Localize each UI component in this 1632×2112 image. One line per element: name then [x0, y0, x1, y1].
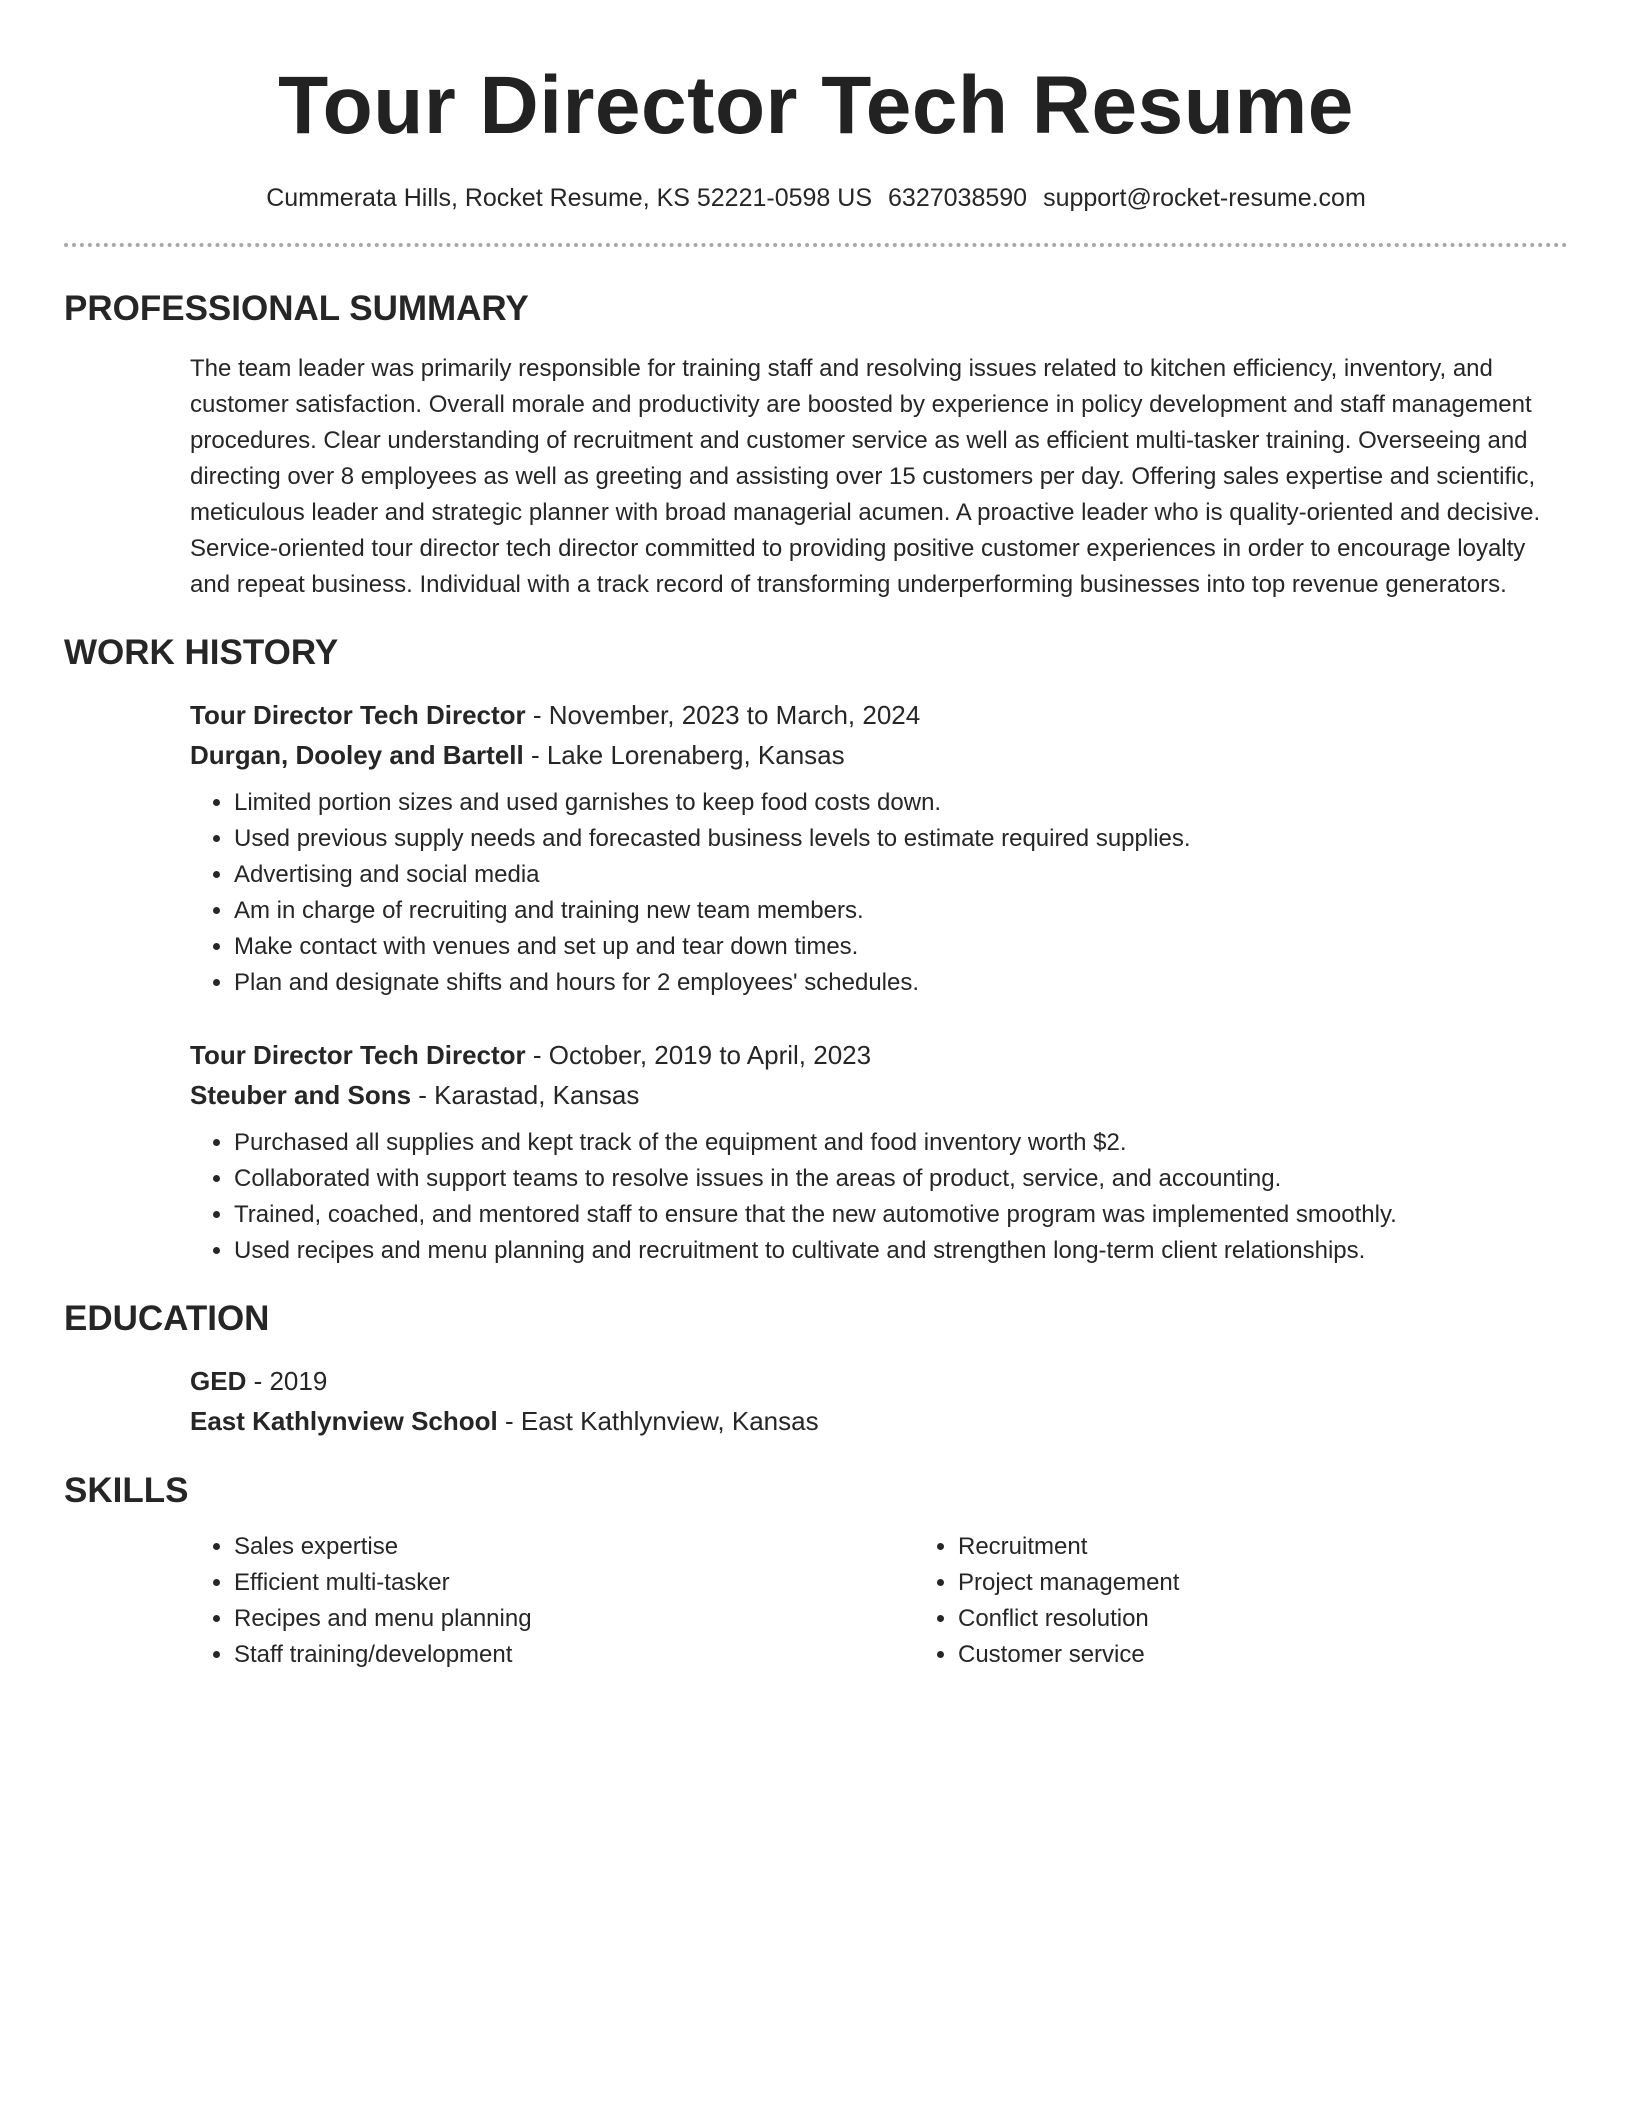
job-location: - Karastad, Kansas: [411, 1080, 640, 1110]
skill-item: • Efficient multi-tasker: [234, 1565, 914, 1601]
job-title-line: [190, 695, 1568, 735]
list-item: • Trained, coached, and mentored staff to ensure that the new automotive program was implemented smoothly.: [234, 1197, 1568, 1233]
skills-list-right: [914, 1529, 1179, 1673]
education-section: [64, 1297, 1568, 1441]
job-role: Tour Director Tech Director: [190, 1040, 526, 1070]
job-location: - Lake Lorenaberg, Kansas: [523, 740, 845, 770]
job-role: Tour Director Tech Director: [190, 700, 526, 730]
page-title: Tour Director Tech Resume: [278, 60, 1354, 151]
job-company-line: [190, 735, 1568, 775]
section-title-summary: PROFESSIONAL SUMMARY: [64, 289, 529, 328]
job-dates: - October, 2019 to April, 2023: [525, 1040, 872, 1070]
list-item: • Plan and designate shifts and hours for 2 employees' schedules.: [234, 965, 1568, 1001]
degree-line: [190, 1361, 1568, 1401]
skill-item: • Sales expertise: [234, 1529, 914, 1565]
list-item: • Collaborated with support teams to resolve issues in the areas of product, service, and accounting.: [234, 1161, 1568, 1197]
list-item: • Am in charge of recruiting and training new team members.: [234, 893, 1568, 929]
school-line: [190, 1401, 1568, 1441]
graduation-year: - 2019: [246, 1366, 328, 1396]
phone: 6327038590: [888, 184, 1028, 212]
work-history-section: [64, 631, 1568, 1269]
list-item: • Used recipes and menu planning and recruitment to cultivate and strengthen long-term client relationships.: [234, 1233, 1568, 1269]
school-name: East Kathlynview School: [190, 1406, 498, 1436]
skills-list-left: [190, 1529, 914, 1673]
professional-summary-section: [64, 287, 1568, 603]
skills-section: [64, 1469, 1568, 1673]
job-company: Durgan, Dooley and Bartell: [190, 740, 524, 770]
section-title-skills: SKILLS: [64, 1471, 189, 1510]
list-item: • Purchased all supplies and kept track of the equipment and food inventory worth $2.: [234, 1125, 1568, 1161]
section-title-work: WORK HISTORY: [64, 633, 339, 672]
job-company-line: [190, 1075, 1568, 1115]
skill-item: • Conflict resolution: [958, 1601, 1179, 1637]
list-item: • Limited portion sizes and used garnishes to keep food costs down.: [234, 785, 1568, 821]
skill-item: • Recruitment: [958, 1529, 1179, 1565]
skill-item: • Customer service: [958, 1637, 1179, 1673]
email: support@rocket-resume.com: [1043, 184, 1366, 212]
education-entry: [190, 1361, 1568, 1441]
job-company: Steuber and Sons: [190, 1080, 412, 1110]
job-duties-list: [190, 1125, 1568, 1269]
skills-columns: [190, 1529, 1568, 1673]
degree: GED: [190, 1366, 247, 1396]
list-item: • Used previous supply needs and forecasted business levels to estimate required supplies.: [234, 821, 1568, 857]
contact-line: [64, 180, 1568, 216]
skill-item: • Staff training/development: [234, 1637, 914, 1673]
job-dates: - November, 2023 to March, 2024: [525, 700, 921, 730]
job-duties-list: [190, 785, 1568, 1001]
skill-item: • Recipes and menu planning: [234, 1601, 914, 1637]
job-entry: [190, 1035, 1568, 1269]
header-divider: [64, 243, 1568, 247]
job-title-line: [190, 1035, 1568, 1075]
skill-item: • Project management: [958, 1565, 1179, 1601]
address: Cummerata Hills, Rocket Resume, KS 52221-0598 US: [266, 184, 873, 212]
school-location: - East Kathlynview, Kansas: [497, 1406, 819, 1436]
list-item: • Advertising and social media: [234, 857, 1568, 893]
summary-text: The team leader was primarily responsible for training staff and resolving issues related to kitchen efficiency, inventory, and customer satisfaction. Overall morale and productivity are boosted by experience in policy development and staff management procedures. Clear understanding of recruitment and customer service as well as efficient multi-tasker training. Overseeing and directing over 8 employees as well as greeting and assisting over 15 customers per day. Offering sales expertise and scientific, meticulous leader and strategic planner with broad managerial acumen. A proactive leader who is quality-oriented and decisive. Service-oriented tour director tech director committed to providing positive customer experiences in order to encourage loyalty and repeat business. Individual with a track record of transforming underperforming businesses into top revenue generators.: [190, 355, 1541, 598]
job-entry: [190, 695, 1568, 1001]
section-title-education: EDUCATION: [64, 1299, 270, 1338]
list-item: • Make contact with venues and set up and tear down times.: [234, 929, 1568, 965]
